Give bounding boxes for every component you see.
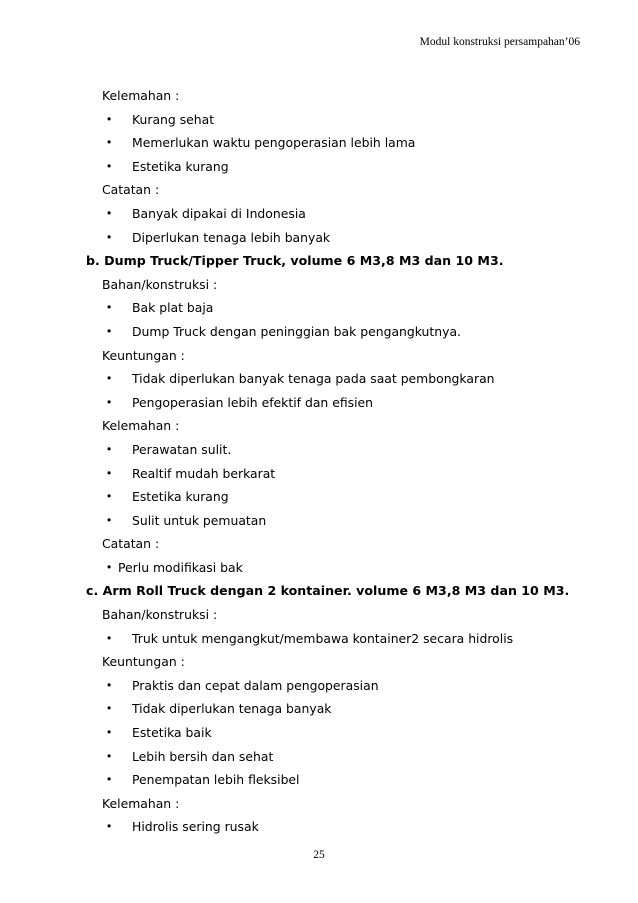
document-body [86, 84, 606, 839]
subsection-label [86, 84, 606, 108]
line-text: Praktis dan cepat dalam pengoperasian [132, 677, 379, 693]
section-heading [86, 249, 606, 273]
line-text: Kurang sehat [132, 111, 215, 127]
bullet-item [86, 391, 606, 415]
subsection-label [86, 532, 606, 556]
bullet-item [86, 226, 606, 250]
bullet-icon: • [107, 725, 112, 740]
line-text: Kelemahan : [102, 795, 180, 811]
bullet-icon: • [107, 465, 112, 480]
line-text: Bahan/konstruksi : [102, 276, 218, 292]
page-header: Modul konstruksi persampahan’06 [419, 36, 580, 48]
line-text: Penempatan lebih fleksibel [132, 772, 300, 788]
bullet-item [86, 745, 606, 769]
line-text: Perlu modifikasi bak [118, 559, 243, 575]
page-number: 25 [313, 849, 325, 861]
bullet-item [86, 509, 606, 533]
subsection-label [86, 414, 606, 438]
line-text: Truk untuk mengangkut/membawa kontainer2 secara hidrolis [132, 630, 514, 646]
line-text: b. Dump Truck/Tipper Truck, volume 6 M3,8 M3 dan 10 M3. [86, 253, 504, 269]
line-text: Kelemahan : [102, 418, 180, 434]
line-text: Tidak diperlukan banyak tenaga pada saat pembongkaran [132, 371, 495, 387]
bullet-icon: • [107, 323, 112, 338]
bullet-icon: • [107, 489, 112, 504]
bullet-item [86, 108, 606, 132]
section-heading [86, 579, 606, 603]
bullet-icon: • [107, 158, 112, 173]
line-text: Realtif mudah berkarat [132, 465, 276, 481]
bullet-icon: • [107, 630, 112, 645]
line-text: Dump Truck dengan peninggian bak pengangkutnya. [132, 323, 461, 339]
bullet-item [86, 485, 606, 509]
bullet-item [86, 721, 606, 745]
line-text: Memerlukan waktu pengoperasian lebih lama [132, 135, 416, 151]
bullet-icon: • [107, 111, 112, 126]
bullet-icon: • [107, 748, 112, 763]
bullet-icon: • [107, 512, 112, 527]
subsection-label [86, 650, 606, 674]
bullet-icon: • [107, 135, 112, 150]
bullet-icon: • [107, 229, 112, 244]
line-text: Bak plat baja [132, 300, 214, 316]
bullet-item [86, 815, 606, 839]
line-text: Catatan : [102, 182, 160, 198]
bullet-icon: • [107, 394, 112, 409]
line-text: Estetika baik [132, 725, 212, 741]
line-text: Catatan : [102, 536, 160, 552]
bullet-item [86, 556, 606, 580]
bullet-icon: • [107, 701, 112, 716]
bullet-item [86, 768, 606, 792]
bullet-icon: • [107, 300, 112, 315]
line-text: Estetika kurang [132, 489, 229, 505]
subsection-label [86, 344, 606, 368]
bullet-icon: • [107, 559, 112, 574]
line-text: Sulit untuk pemuatan [132, 512, 267, 528]
line-text: Lebih bersih dan sehat [132, 748, 274, 764]
line-text: Kelemahan : [102, 88, 180, 103]
line-text: Keuntungan : [102, 347, 185, 363]
bullet-item [86, 438, 606, 462]
subsection-label [86, 792, 606, 816]
line-text: Tidak diperlukan tenaga banyak [132, 701, 332, 717]
bullet-item [86, 462, 606, 486]
bullet-item [86, 320, 606, 344]
bullet-item [86, 697, 606, 721]
bullet-icon: • [107, 205, 112, 220]
line-text: Banyak dipakai di Indonesia [132, 205, 306, 221]
line-text: Perawatan sulit. [132, 441, 232, 457]
line-text: Diperlukan tenaga lebih banyak [132, 229, 331, 245]
bullet-icon: • [107, 677, 112, 692]
line-text: Bahan/konstruksi : [102, 607, 218, 623]
line-text: Pengoperasian lebih efektif dan efisien [132, 394, 374, 410]
bullet-item [86, 202, 606, 226]
bullet-item [86, 131, 606, 155]
subsection-label [86, 178, 606, 202]
line-text: Estetika kurang [132, 158, 229, 174]
bullet-item [86, 155, 606, 179]
line-text: c. Arm Roll Truck dengan 2 kontainer. volume 6 M3,8 M3 dan 10 M3. [86, 583, 570, 599]
line-text: Hidrolis sering rusak [132, 819, 259, 835]
bullet-icon: • [107, 772, 112, 787]
subsection-label [86, 273, 606, 297]
bullet-item [86, 367, 606, 391]
bullet-item [86, 627, 606, 651]
bullet-item [86, 674, 606, 698]
bullet-icon: • [107, 371, 112, 386]
line-text: Keuntungan : [102, 654, 185, 670]
subsection-label [86, 603, 606, 627]
bullet-icon: • [107, 441, 112, 456]
bullet-icon: • [107, 819, 112, 834]
bullet-item [86, 296, 606, 320]
